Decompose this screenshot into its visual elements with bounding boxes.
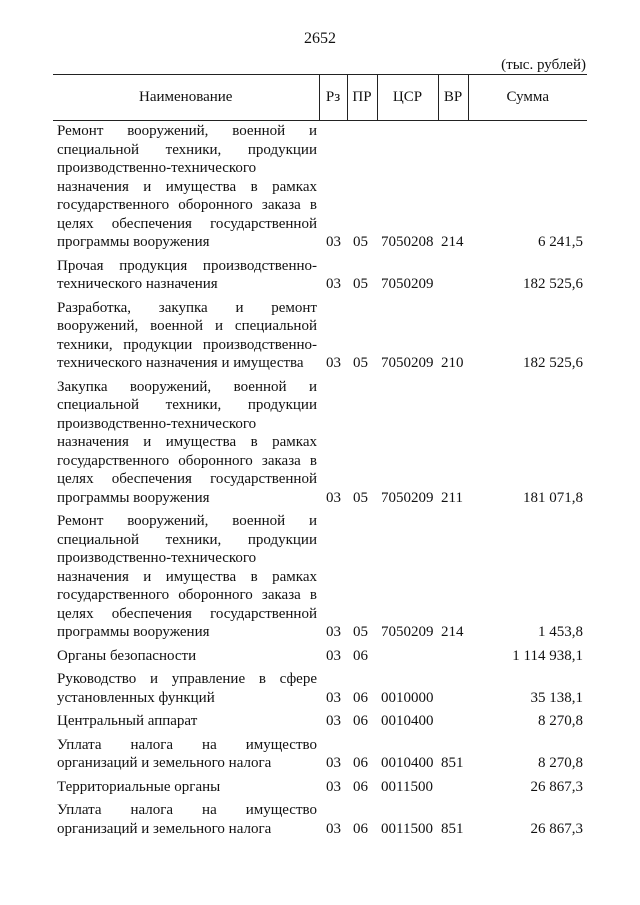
row-rz: 03 xyxy=(326,276,341,292)
row-rz: 03 xyxy=(326,647,341,664)
row-name: Органы безопасности xyxy=(57,647,197,664)
table-row xyxy=(53,711,587,735)
table-row xyxy=(53,777,587,801)
row-rz: 03 xyxy=(326,713,341,729)
budget-table xyxy=(53,74,587,842)
header-sum: Сумма xyxy=(468,75,587,121)
row-pr: 05 xyxy=(353,234,368,250)
header-vr: ВР xyxy=(438,75,468,121)
row-pr: 06 xyxy=(353,755,368,771)
row-sum: 1 114 938,1 xyxy=(512,647,583,664)
row-rz: 03 xyxy=(326,689,341,706)
row-rz: 03 xyxy=(326,755,341,771)
table-row xyxy=(53,735,587,777)
row-name: Закупка вооружений, военной и специальной техники, продукции производственно-технического назначения и имущества в рамках государственного оборонного заказа в целях обеспечения государственной программы вооружения xyxy=(57,378,317,506)
row-pr: 05 xyxy=(353,276,368,292)
row-sum: 6 241,5 xyxy=(538,234,583,250)
row-rz: 03 xyxy=(326,820,341,837)
row-name: Руководство и управление в сфере установленных функций xyxy=(57,671,317,706)
row-rz: 03 xyxy=(326,234,341,250)
row-pr: 06 xyxy=(353,689,368,706)
row-rz: 03 xyxy=(326,624,341,640)
header-rz: Рз xyxy=(319,75,347,121)
row-csr xyxy=(377,646,438,670)
row-csr: 0011500 xyxy=(381,820,433,837)
row-vr xyxy=(438,669,468,711)
row-sum: 1 453,8 xyxy=(538,624,583,640)
page-number: 2652 xyxy=(304,30,336,47)
row-pr: 05 xyxy=(353,355,368,371)
row-rz: 03 xyxy=(326,778,341,795)
table-row xyxy=(53,646,587,670)
row-name: Разработка, закупка и ремонт вооружений, военной и специальной техники, продукции производственно-технического назначения и имущества xyxy=(57,299,317,371)
row-pr: 05 xyxy=(353,624,368,640)
row-vr: 214 xyxy=(441,624,464,640)
table-row xyxy=(53,377,587,512)
row-csr: 7050209 xyxy=(381,355,434,371)
table-row xyxy=(53,511,587,646)
row-name: Ремонт вооружений, военной и специальной техники, продукции производственно-технического назначения и имущества в рамках государственного оборонного заказа в целях обеспечения государственной программы вооружения xyxy=(57,123,317,250)
row-sum: 182 525,6 xyxy=(523,355,583,371)
row-csr: 7050209 xyxy=(381,489,434,506)
row-sum: 35 138,1 xyxy=(530,689,583,706)
row-csr: 0011500 xyxy=(381,778,433,795)
row-vr: 851 xyxy=(441,755,464,771)
table-row xyxy=(53,256,587,298)
table-row xyxy=(53,121,587,256)
header-csr: ЦСР xyxy=(377,75,438,121)
table-header-row xyxy=(53,75,587,121)
row-name: Уплата налога на имущество организаций и земельного налога xyxy=(57,802,317,837)
row-vr xyxy=(438,711,468,735)
row-name: Центральный аппарат xyxy=(57,713,198,729)
row-rz: 03 xyxy=(326,355,341,371)
row-name: Ремонт вооружений, военной и специальной техники, продукции производственно-технического назначения и имущества в рамках государственного оборонного заказа в целях обеспечения государственной программы вооружения xyxy=(57,513,317,640)
row-pr: 05 xyxy=(353,489,368,506)
row-vr: 210 xyxy=(441,355,464,371)
row-sum: 8 270,8 xyxy=(538,713,583,729)
row-csr: 7050209 xyxy=(381,276,434,292)
row-pr: 06 xyxy=(353,820,368,837)
row-vr: 214 xyxy=(441,234,464,250)
row-csr: 0010400 xyxy=(381,713,434,729)
row-name: Прочая продукция производственно-технического назначения xyxy=(57,257,317,292)
row-pr: 06 xyxy=(353,713,368,729)
row-sum: 26 867,3 xyxy=(530,778,583,795)
row-sum: 182 525,6 xyxy=(523,276,583,292)
table-row xyxy=(53,800,587,842)
row-vr: 211 xyxy=(441,489,463,506)
header-name: Наименование xyxy=(53,75,319,121)
row-sum: 26 867,3 xyxy=(530,820,583,837)
row-csr: 7050209 xyxy=(381,624,434,640)
row-pr: 06 xyxy=(353,647,368,664)
row-name: Территориальные органы xyxy=(57,778,221,795)
row-name: Уплата налога на имущество организаций и земельного налога xyxy=(57,736,317,771)
table-row xyxy=(53,298,587,377)
table-row xyxy=(53,669,587,711)
row-vr xyxy=(438,777,468,801)
row-csr: 7050208 xyxy=(381,234,434,250)
row-pr: 06 xyxy=(353,778,368,795)
unit-note: (тыс. рублей) xyxy=(501,57,586,73)
row-sum: 8 270,8 xyxy=(538,755,583,771)
row-sum: 181 071,8 xyxy=(523,489,583,506)
header-pr: ПР xyxy=(347,75,377,121)
row-csr: 0010000 xyxy=(381,689,434,706)
row-rz: 03 xyxy=(326,489,341,506)
row-vr xyxy=(438,646,468,670)
row-vr: 851 xyxy=(441,820,464,837)
row-csr: 0010400 xyxy=(381,755,434,771)
row-vr xyxy=(438,256,468,298)
